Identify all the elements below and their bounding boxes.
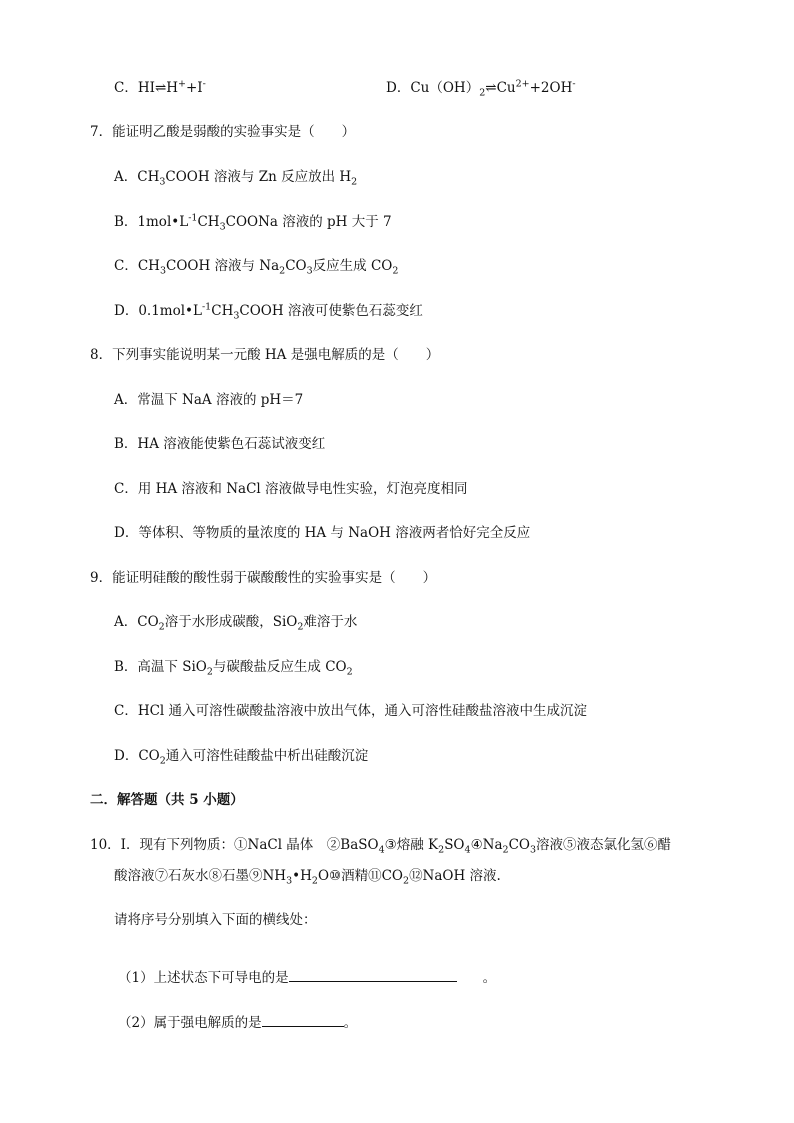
q9-option-c: C．HCl 通入可溶性碳酸盐溶液中放出气体，通入可溶性硅酸盐溶液中生成沉淀 (114, 703, 588, 719)
q8-option-d: D．等体积、等物质的量浓度的 HA 与 NaOH 溶液两者恰好完全反应 (114, 525, 531, 541)
q7-option-d: D．$0.1mol•L^{-1}CH_3COOH$ 溶液可使紫色石蕊变红 (114, 301, 423, 322)
answer-blank-1[interactable] (289, 967, 457, 982)
q7-option-b: B．$1mol•L^{-1}CH_3COONa$ 溶液的 pH 大于 7 (114, 212, 392, 233)
q10-line-2: 酸溶液⑦石灰水⑧石墨$⑨NH_3•H_2O⑩$酒精$⑪CO_2⑫NaOH$ 溶液. (114, 868, 501, 887)
q8-stem: 8．下列事实能说明某一元酸 HA 是强电解质的是（ ） (90, 347, 440, 363)
q7-option-c: C．$CH_3COOH$ 溶液与 $Na_2CO_3$反应生成 $CO_2$ (114, 258, 399, 277)
q9-stem: 9．能证明硅酸的酸性弱于碳酸酸性的实验事实是（ ） (90, 570, 437, 586)
q8-option-c: C．用 HA 溶液和 NaCl 溶液做导电性实验，灯泡亮度相同 (114, 481, 468, 497)
q9-option-d: D．$CO_2$通入可溶性硅酸盐中析出硅酸沉淀 (114, 748, 369, 767)
section-2-heading: 二．解答题（共 5 小题） (90, 792, 244, 808)
q10-instruction: 请将序号分别填入下面的横线处： (114, 912, 317, 928)
q6-option-d: D．$Cu(OH)_2\rightleftharpoons Cu^{2+}+2OH^-$ (386, 78, 576, 99)
q9-option-a: A．$CO_2$溶于水形成碳酸，SiO$_2$难溶于水 (114, 614, 358, 633)
q8-option-b: B．HA 溶液能使紫色石蕊试液变红 (114, 436, 326, 452)
q7-option-a: A．$CH_3COOH$ 溶液与 Zn 反应放出 $H_2$ (114, 169, 358, 188)
q7-stem: 7．能证明乙酸是弱酸的实验事实是（ ） (90, 124, 356, 140)
q8-option-a: A．常温下 NaA 溶液的 pH＝7 (114, 392, 304, 408)
q9-option-b: B．高温下 SiO$_2$与碳酸盐反应生成 $CO_2$ (114, 659, 353, 678)
q10-sub-2: （2）属于强电解质的是 。 (118, 1012, 357, 1033)
q10-line-1: 10．Ⅰ．现有下列物质：①NaCl 晶体 ②BaSO$_4$③熔融 $K_2SO_4④Na_2CO_3$溶液⑤液态氯化氢⑥醋 (90, 837, 672, 856)
answer-blank-2[interactable] (262, 1012, 344, 1027)
q10-sub-1: （1）上述状态下可导电的是 。 (118, 967, 496, 988)
q6-option-c: C．HI⇌H++I- (114, 78, 206, 96)
